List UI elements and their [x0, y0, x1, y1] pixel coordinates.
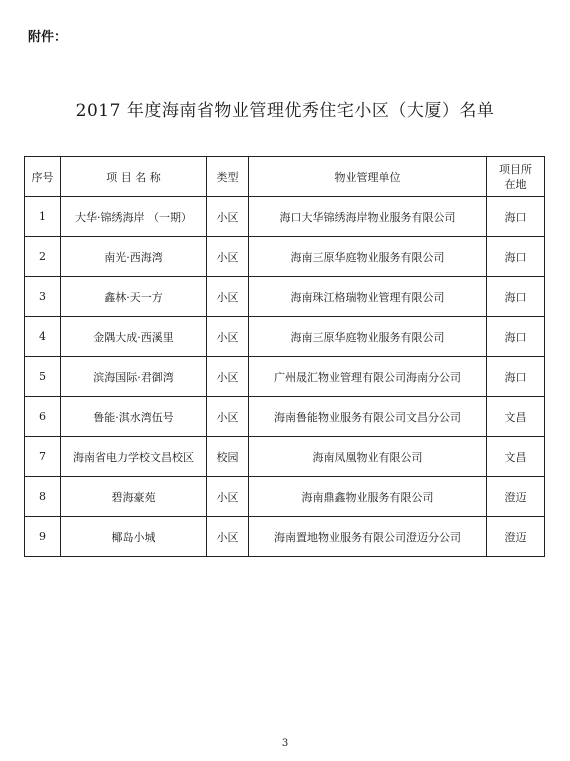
award-list-table: [24, 156, 545, 557]
cell-no: 7: [25, 437, 61, 477]
cell-type: 小区: [207, 197, 249, 237]
table-row: [25, 277, 545, 317]
table-row: [25, 477, 545, 517]
cell-project: 大华·锦绣海岸 （一期）: [61, 197, 207, 237]
cell-no: 1: [25, 197, 61, 237]
cell-no: 5: [25, 357, 61, 397]
table-row: [25, 397, 545, 437]
cell-location: 文昌: [487, 437, 545, 477]
cell-no: 8: [25, 477, 61, 517]
cell-project: 海南省电力学校文昌校区: [61, 437, 207, 477]
table-row: [25, 357, 545, 397]
cell-project: 碧海豪苑: [61, 477, 207, 517]
col-header-type: 类型: [207, 157, 249, 197]
cell-type: 小区: [207, 357, 249, 397]
cell-project: 滨海国际·君御湾: [61, 357, 207, 397]
cell-project: 椰岛小城: [61, 517, 207, 557]
cell-company: 海南置地物业服务有限公司澄迈分公司: [249, 517, 487, 557]
attachment-label: 附件：: [28, 30, 68, 45]
table-row: [25, 517, 545, 557]
cell-type: 小区: [207, 317, 249, 357]
cell-type: 小区: [207, 237, 249, 277]
cell-company: 海南鲁能物业服务有限公司文昌分公司: [249, 397, 487, 437]
cell-location: 澄迈: [487, 477, 545, 517]
table-header-row: [25, 157, 545, 197]
cell-no: 2: [25, 237, 61, 277]
cell-project: 鲁能·淇水湾伍号: [61, 397, 207, 437]
cell-location: 海口: [487, 317, 545, 357]
cell-project: 南光·西海湾: [61, 237, 207, 277]
cell-company: 海南三原华庭物业服务有限公司: [249, 317, 487, 357]
cell-location: 海口: [487, 357, 545, 397]
table-row: [25, 317, 545, 357]
cell-location: 海口: [487, 237, 545, 277]
cell-type: 校园: [207, 437, 249, 477]
cell-type: 小区: [207, 397, 249, 437]
cell-no: 6: [25, 397, 61, 437]
cell-no: 3: [25, 277, 61, 317]
cell-location: 海口: [487, 277, 545, 317]
table-row: [25, 197, 545, 237]
col-header-project: 项 目 名 称: [61, 157, 207, 197]
cell-company: 海南三原华庭物业服务有限公司: [249, 237, 487, 277]
cell-type: 小区: [207, 517, 249, 557]
document-title: 2017 年度海南省物业管理优秀住宅小区（大厦）名单: [75, 101, 495, 121]
cell-no: 4: [25, 317, 61, 357]
cell-company: 海南凤凰物业有限公司: [249, 437, 487, 477]
cell-company: 海南珠江格瑞物业管理有限公司: [249, 277, 487, 317]
cell-company: 海南鼎鑫物业服务有限公司: [249, 477, 487, 517]
cell-project: 鑫林·天一方: [61, 277, 207, 317]
cell-location: 海口: [487, 197, 545, 237]
col-header-location: [487, 157, 545, 197]
cell-no: 9: [25, 517, 61, 557]
cell-company: 广州晟汇物业管理有限公司海南分公司: [249, 357, 487, 397]
cell-type: 小区: [207, 477, 249, 517]
cell-type: 小区: [207, 277, 249, 317]
cell-location: 澄迈: [487, 517, 545, 557]
cell-project: 金隅大成·西溪里: [61, 317, 207, 357]
col-header-location-line1: 项目所: [499, 162, 532, 176]
col-header-company: 物业管理单位: [249, 157, 487, 197]
table-row: [25, 437, 545, 477]
cell-company: 海口大华锦绣海岸物业服务有限公司: [249, 197, 487, 237]
table-row: [25, 237, 545, 277]
page-number: 3: [281, 738, 289, 749]
col-header-no: 序号: [25, 157, 61, 197]
col-header-location-line2: 在地: [504, 177, 527, 191]
cell-location: 文昌: [487, 397, 545, 437]
